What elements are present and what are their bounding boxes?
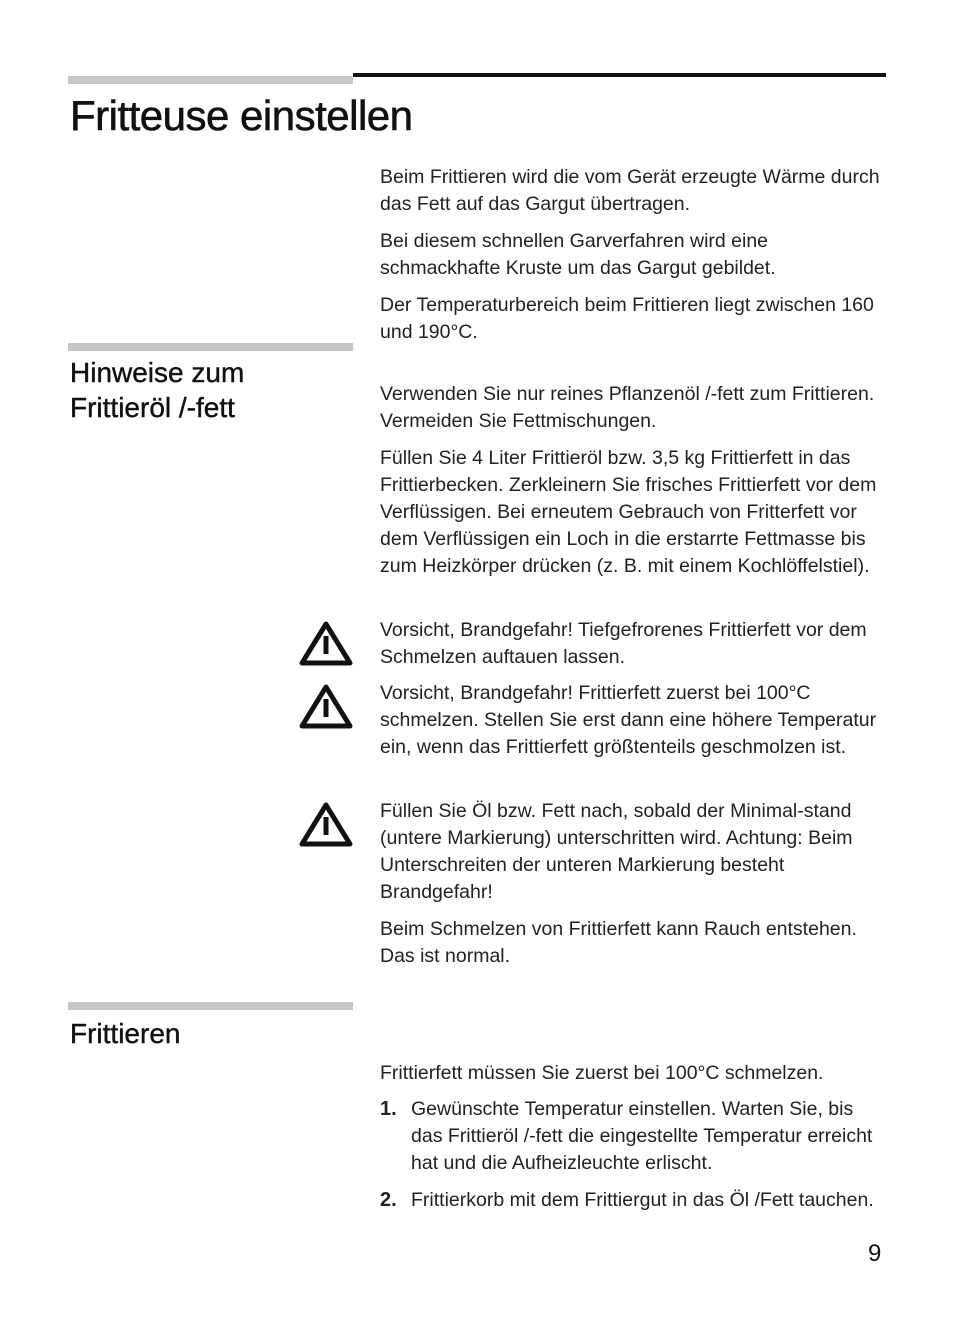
intro-paragraph: Bei diesem schnellen Garverfahren wird eine schmackhafte Kruste um das Gargut gebildet. (380, 230, 776, 279)
intro-text (380, 164, 880, 346)
frittieren-paragraph: Frittierfett müssen Sie zuerst bei 100°C schmelzen. (380, 1062, 824, 1084)
hinweise-text (380, 381, 880, 580)
heading-line: Frittieröl /-fett (70, 392, 235, 423)
warning-paragraph: Vorsicht, Brandgefahr! Tiefgefrorenes Frittierfett vor dem Schmelzen auftauen lassen. (380, 619, 867, 668)
section-heading-frittieren: Frittieren (70, 1018, 181, 1049)
title-rule-black (353, 73, 886, 77)
hinweise-paragraph: Verwenden Sie nur reines Pflanzenöl /-fett zum Frittieren. Vermeiden Sie Fettmischungen. (380, 383, 875, 432)
warning-icon (299, 801, 353, 847)
page-number: 9 (868, 1240, 882, 1267)
step-text: Frittierkorb mit dem Frittiergut in das Öl /Fett tauchen. (411, 1189, 874, 1211)
intro-paragraph: Beim Frittieren wird die vom Gerät erzeugte Wärme durch das Fett auf das Gargut übertragen. (380, 166, 880, 215)
section-heading-hinweise (70, 355, 244, 425)
section-rule-hinweise (68, 343, 353, 351)
step-number: 1. (380, 1098, 397, 1120)
heading-line: Hinweise zum (70, 357, 245, 388)
warning-paragraph: Füllen Sie Öl bzw. Fett nach, sobald der Minimal-stand (untere Markierung) unterschritten wird. Achtung: Beim Unterschreiten der unteren Markierung besteht Brandgefahr! (380, 800, 853, 903)
warning-text (380, 798, 880, 906)
title-rule-grey (68, 76, 353, 84)
closing-paragraph: Beim Schmelzen von Frittierfett kann Rauch entstehen. Das ist normal. (380, 918, 857, 967)
section-rule-frittieren (68, 1002, 353, 1010)
warning-icon (299, 683, 353, 729)
step-number: 2. (380, 1189, 397, 1211)
warning-paragraph: Vorsicht, Brandgefahr! Frittierfett zuerst bei 100°C schmelzen. Stellen Sie erst dann eine höhere Temperatur ein, wenn das Frittierfett größtenteils geschmolzen ist. (380, 682, 877, 758)
intro-paragraph: Der Temperaturbereich beim Frittieren liegt zwischen 160 und 190°C. (380, 294, 874, 343)
step-item (380, 1187, 880, 1241)
warning-icon (299, 620, 353, 666)
warning-text (380, 617, 880, 671)
page-title: Fritteuse einstellen (70, 92, 413, 139)
hinweise-paragraph: Füllen Sie 4 Liter Frittieröl bzw. 3,5 kg Frittierfett in das Frittierbecken. Zerkleinern Sie frisches Frittierfett vor dem Verflüssigen. Bei erneutem Gebrauch von Fritterfett vor dem Verflüssigen ein Loch in die erstarrte Fettmasse bis zum Heizkörper drücken (z. B. mit einem Kochlöffelstiel). (380, 447, 877, 577)
warning-text (380, 680, 880, 761)
step-text: Gewünschte Temperatur einstellen. Warten Sie, bis das Frittieröl /-fett die eingestellte Temperatur erreicht hat und die Aufheizleuchte erlischt. (411, 1098, 873, 1174)
step-item (380, 1096, 880, 1177)
hinweise-closing (380, 916, 880, 970)
frittieren-intro (380, 1060, 880, 1087)
